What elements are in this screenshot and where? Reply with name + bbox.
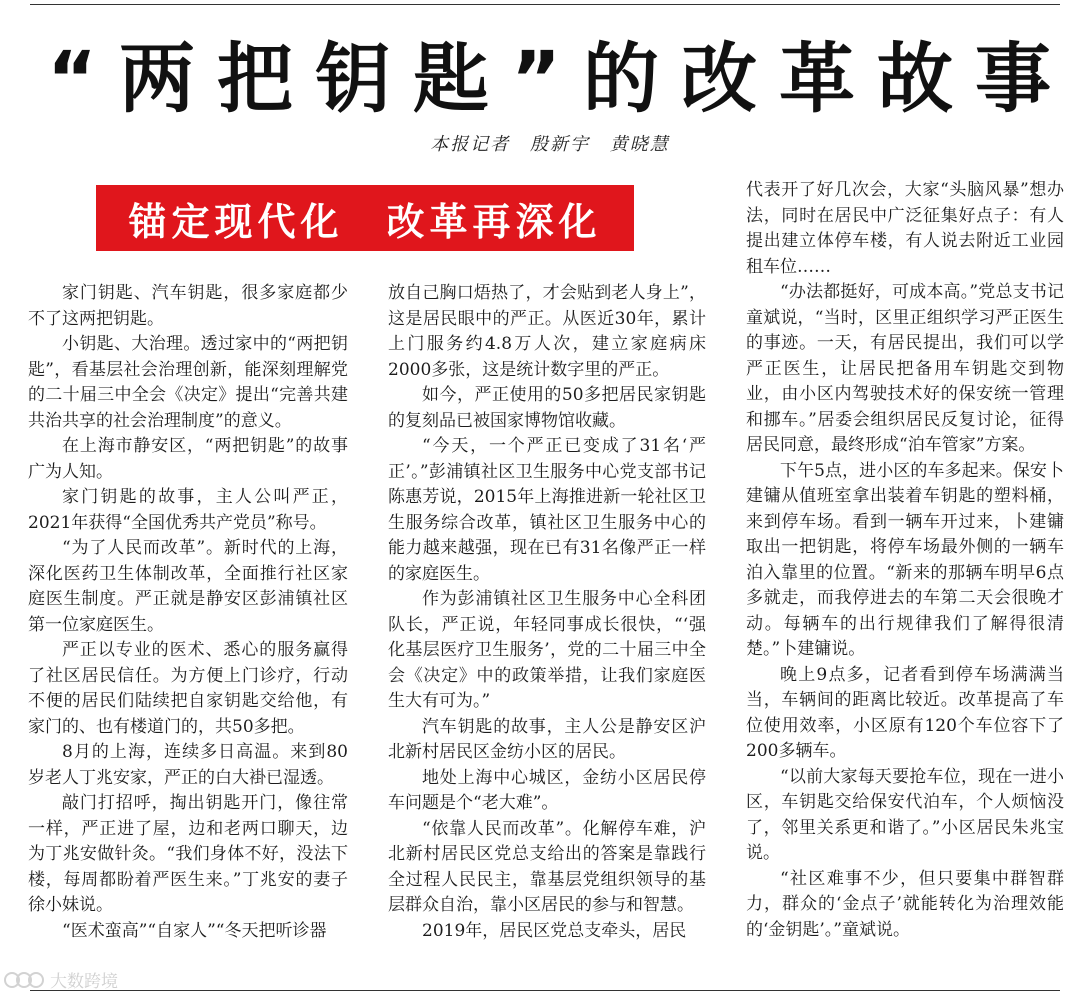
paragraph: 汽车钥匙的故事，主人公是静安区沪北新村居民区金纺小区的居民。 [388,716,706,762]
paragraph: “依靠人民而改革”。化解停车难，沪北新村居民区党总支给出的答案是靠践行全过程人民民主，靠基层党组织领导的基层群众自治，靠小区居民的参与和智慧。 [388,818,706,915]
paragraph: 严正以专业的医术、悉心的服务赢得了社区居民信任。为方便上门诊疗，行动不便的居民们陆续把自家钥匙交给他，有家门的、也有楼道门的，共50多把。 [28,640,348,737]
paragraph-continued: 放自己胸口焐热了，才会贴到老人身上”，这是居民眼中的严正。从医近30年，累计上门服务约4.8万人次，建立家庭病床2000多张，这是统计数字里的严正。 [388,283,706,380]
paragraph: 家门钥匙、汽车钥匙，很多家庭都少不了这两把钥匙。 [28,283,348,329]
paragraph: 小钥匙、大治理。透过家中的“两把钥匙”，看基层社会治理创新，能深刻理解党的二十届三中全会《决定》提出“完善共建共治共享的社会治理制度”的意义。 [28,334,348,431]
paragraph: “为了人民而改革”。新时代的上海，深化医药卫生体制改革，全面推行社区家庭医生制度。严正就是静安区彭浦镇社区第一位家庭医生。 [28,538,348,635]
byline [360,130,740,160]
watermark-logo-icon [2,969,46,989]
headline: “两把钥匙”的改革故事 [47,33,1073,123]
paragraph: 家门钥匙的故事，主人公叫严正，2021年获得“全国优秀共产党员”称号。 [28,487,348,533]
section-banner: 锚定现代化 改革再深化 [96,185,634,251]
watermark [2,966,118,992]
paragraph: “医术蛮高”“自家人”“冬天把听诊器 [62,920,327,941]
paragraph-continued: 代表开了好几次会，大家“头脑风暴”想办法，同时在居民中广泛征集好点子：有人提出建立体停车楼，有人说去附近工业园租车位…… [746,180,1064,277]
article-column-2 [388,281,706,944]
paragraph: 晚上9点多，记者看到停车场满满当当，车辆间的距离比较近。改革提高了车位使用效率，小区原有120个车位容下了200多辆车。 [746,664,1064,761]
paragraph: “以前大家每天要抢车位，现在一进小区，车钥匙交给保安代泊车，个人烦恼没了，邻里关系更和谐了。”小区居民朱兆宝说。 [746,766,1064,863]
paragraph: 8月的上海，连续多日高温。来到80岁老人丁兆安家，严正的白大褂已湿透。 [28,742,348,788]
bottom-rule [30,990,1060,991]
paragraph: “社区难事不少，但只要集中群智群力，群众的‘金点子’就能转化为治理效能的‘金钥匙’。”童斌说。 [746,868,1064,940]
article-column-3 [746,178,1064,943]
byline-label: 本报记者 [430,134,511,155]
byline-author: 黄晓慧 [609,134,670,155]
paragraph: 如今，严正使用的50多把居民家钥匙的复刻品已被国家博物馆收藏。 [388,385,706,431]
top-rule [30,4,1060,5]
article-column-1 [28,281,348,944]
paragraph: 在上海市静安区，“两把钥匙”的故事广为人知。 [28,436,348,482]
watermark-text: 大数跨境 [50,971,118,992]
paragraph: 下午5点，进小区的车多起来。保安卜建镛从值班室拿出装着车钥匙的塑料桶，来到停车场。看到一辆车开过来，卜建镛取出一把钥匙，将停车场最外侧的一辆车泊入靠里的位置。“新来的那辆车明早6点多就走，而我停进去的车第二天会很晚才动。每辆车的出行规律我们了解得很清楚。”卜建镛说。 [746,460,1064,659]
paragraph: “办法都挺好，可成本高。”党总支书记童斌说，“当时，区里正组织学习严正医生的事迹。一天，有居民提出，我们可以学严正医生，让居民把备用车钥匙交到物业，由小区内驾驶技术好的保安统一管理和挪车。”居委会组织居民反复讨论，征得居民同意，最终形成“泊车管家”方案。 [746,282,1064,455]
paragraph: 地处上海中心城区，金纺小区居民停车问题是个“老大难”。 [388,767,706,813]
paragraph: 作为彭浦镇社区卫生服务中心全科团队长，严正说，年轻同事成长很快，“‘强化基层医疗卫生服务’，党的二十届三中全会《决定》中的政策举措，让我们家庭医生大有可为。” [388,589,706,711]
paragraph: 2019年，居民区党总支牵头，居民 [422,920,687,941]
byline-author: 殷新宇 [530,134,590,155]
paragraph: “今天，一个严正已变成了31名‘严正’。”彭浦镇社区卫生服务中心党支部书记陈惠芳说，2015年上海推进新一轮社区卫生服务综合改革，镇社区卫生服务中心的能力越来越强，现在已有31名像严正一样的家庭医生。 [388,436,706,584]
paragraph: 敲门打招呼，掏出钥匙开门，像往常一样，严正进了屋，边和老两口聊天，边为丁兆安做针灸。“我们身体不好，没法下楼，每周都盼着严医生来。”丁兆安的妻子徐小妹说。 [28,793,348,915]
